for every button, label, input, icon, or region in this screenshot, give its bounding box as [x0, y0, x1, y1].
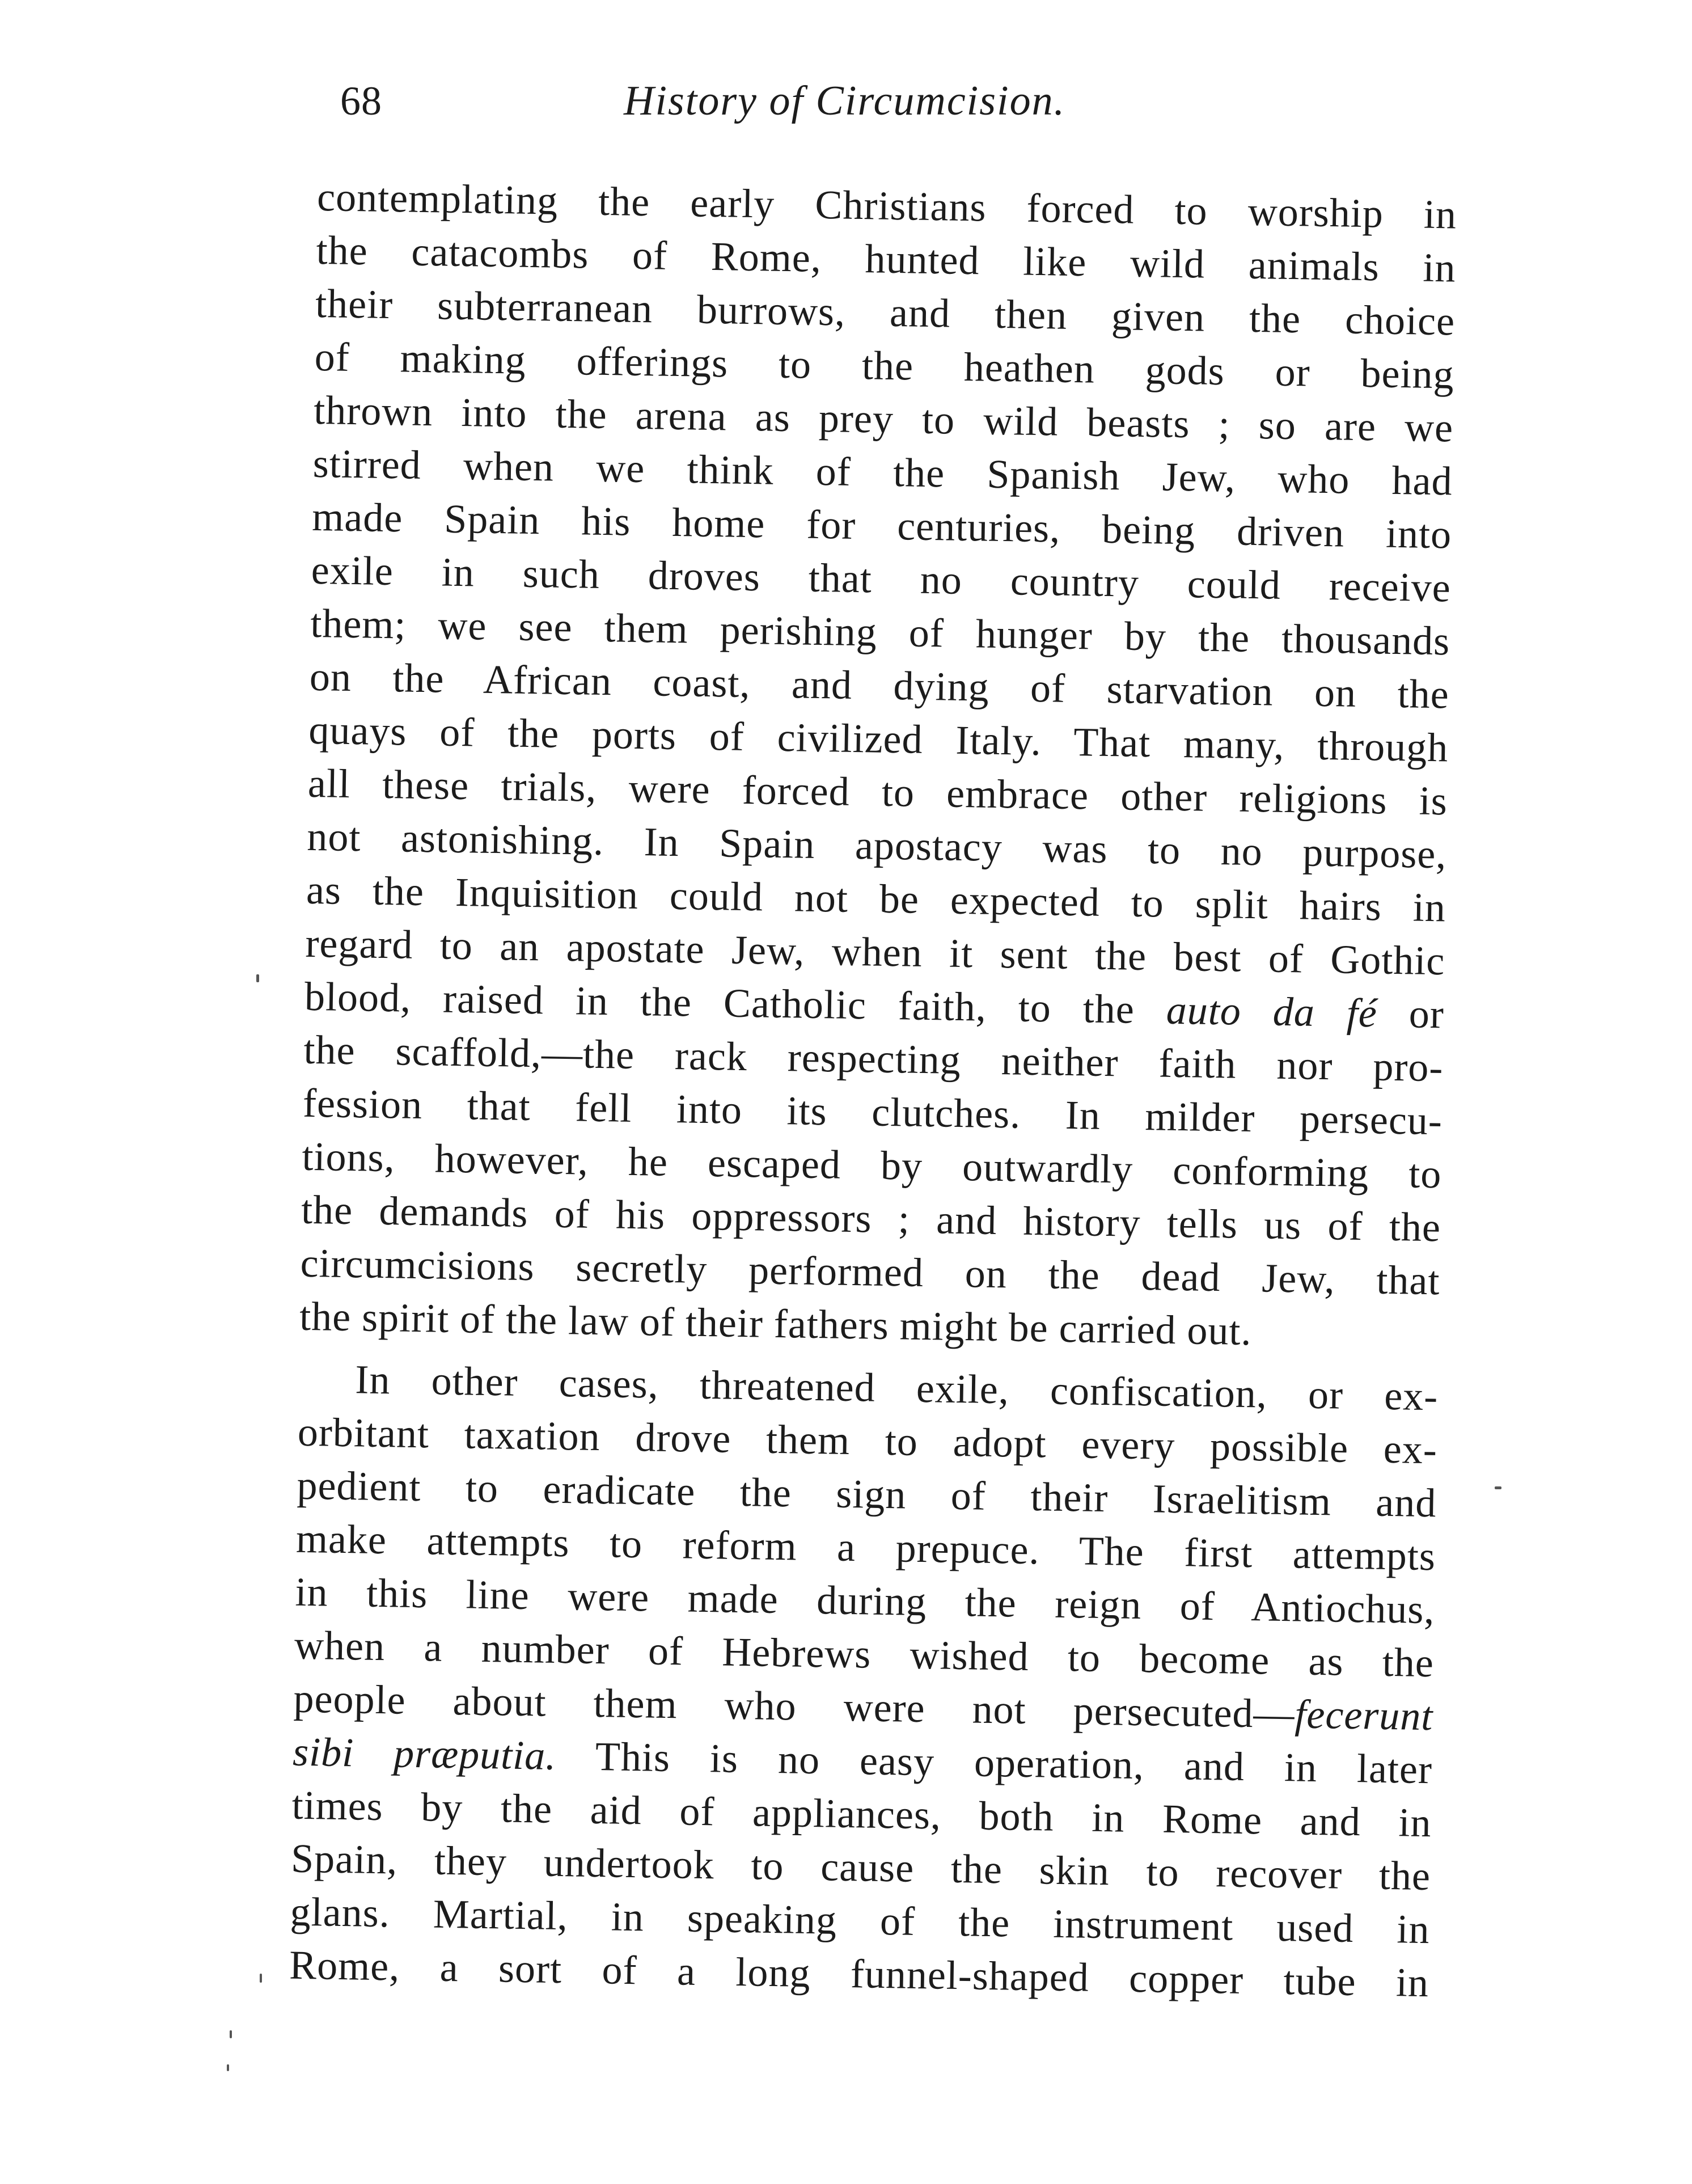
text-line: pedient to eradicate the sign of their Israelitism and	[296, 1462, 1437, 1526]
text-line: Rome, a sort of a long funnel-shaped copper tube in	[289, 1942, 1429, 2006]
text-line: them; we see them perishing of hunger by the thousands	[310, 600, 1450, 664]
running-title: History of Circumcision.	[624, 78, 1066, 124]
body-text	[289, 170, 1457, 2009]
text-line: when a number of Hebrews wished to become as the	[294, 1622, 1435, 1686]
text-line: glans. Martial, in speaking of the instrument used in	[290, 1889, 1431, 1953]
paragraph-1	[299, 170, 1457, 1361]
text-line: made Spain his home for centuries, being driven into	[311, 493, 1452, 557]
italic-phrase-fecerunt: fecerunt	[1294, 1691, 1434, 1739]
text-line: the spirit of the law of their fathers might be carried out.	[299, 1293, 1253, 1354]
text-line: contemplating the early Christians forced to worship in	[316, 174, 1457, 238]
text-line: in this line were made during the reign of Antiochus,	[294, 1569, 1436, 1633]
text-line: orbitant taxation drove them to adopt every possible ex-	[297, 1409, 1438, 1473]
text-line: on the African coast, and dying of starvation on the	[309, 653, 1450, 717]
text-line: exile in such droves that no country could receive	[311, 547, 1452, 611]
scan-speck	[260, 1974, 262, 1983]
text-line: fession that fell into its clutches. In milder persecu-	[302, 1080, 1443, 1144]
text-run: or	[1377, 990, 1445, 1037]
scan-speck	[227, 2064, 229, 2071]
italic-phrase-sibi-praeputia: sibi præputia.	[292, 1729, 557, 1779]
text-line: quays of the ports of civilized Italy. That many, through	[308, 707, 1449, 771]
text-run: people about them who were not persecuted—	[293, 1675, 1296, 1737]
text-line: their subterranean burrows, and then given the choice	[315, 280, 1456, 344]
text-line: circumcisions secretly performed on the dead Jew, that	[300, 1240, 1441, 1304]
text-line: times by the aid of appliances, both in Rome and in	[291, 1782, 1432, 1846]
text-line: not astonishing. In Spain apostacy was to no purpose,	[306, 813, 1447, 877]
text-line: of making offerings to the heathen gods or being	[314, 333, 1455, 398]
text-line: the scaffold,—the rack respecting neither faith nor pro-	[303, 1026, 1444, 1091]
text-line: thrown into the arena as prey to wild beasts ; so are we	[313, 387, 1454, 451]
text-line: as the Inquisition could not be expected to split hairs in	[306, 867, 1446, 931]
text-run: This is no easy operation, and in later	[556, 1733, 1433, 1793]
text-line: In other cases, threatened exile, confiscation, or ex-	[354, 1357, 1439, 1420]
scan-speck	[256, 974, 259, 982]
text-line: the catacombs of Rome, hunted like wild animals in	[316, 227, 1457, 291]
text-run: blood, raised in the Catholic faith, to the	[304, 973, 1167, 1033]
scan-speck	[1495, 1486, 1501, 1489]
text-line: the demands of his oppressors ; and history tells us of the	[301, 1186, 1441, 1251]
page-number: 68	[340, 78, 382, 124]
text-line: make attempts to reform a prepuce. The first attempts	[295, 1515, 1436, 1579]
paragraph-2	[289, 1352, 1439, 2009]
text-line: stirred when we think of the Spanish Jew, who had	[312, 440, 1453, 504]
text-line: regard to an apostate Jew, when it sent the best of Gothic	[304, 920, 1445, 984]
text-line: all these trials, were forced to embrace other religions is	[307, 760, 1448, 824]
text-line: Spain, they undertook to cause the skin to recover the	[290, 1835, 1431, 1899]
scan-speck	[230, 2030, 232, 2038]
text-line: tions, however, he escaped by outwardly conforming to	[302, 1133, 1443, 1197]
page-header	[340, 67, 1406, 135]
italic-phrase-auto-da-fe: auto da fé	[1166, 987, 1378, 1036]
